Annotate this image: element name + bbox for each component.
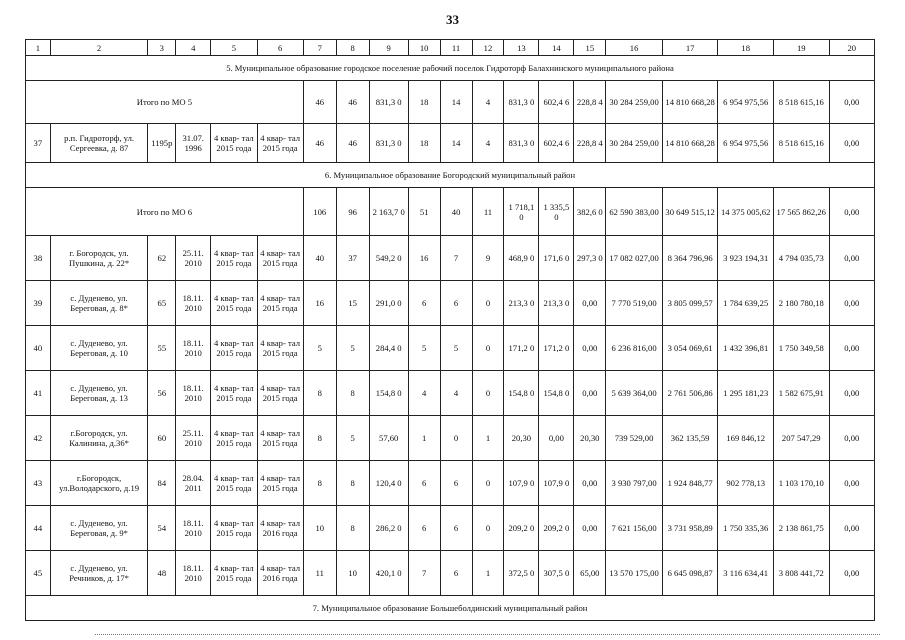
page-number: 33 (446, 12, 459, 27)
total-label: Итого по МО 5 (26, 81, 304, 124)
value-cell: 362 135,59 (662, 416, 718, 461)
total-row (26, 81, 875, 124)
value-cell: 0 (440, 416, 472, 461)
value-cell: 831,3 0 (369, 124, 408, 163)
value-cell: 6 (408, 461, 440, 506)
table-row (26, 416, 875, 461)
value-cell: 4 (408, 371, 440, 416)
table-body (26, 40, 875, 621)
row-number: 40 (26, 326, 51, 371)
value-cell: 15 (336, 281, 369, 326)
value-cell: 46 (303, 124, 336, 163)
date-cell: 31.07. 1996 (176, 124, 211, 163)
value-cell: 171,2 0 (539, 326, 574, 371)
value-cell: 549,2 0 (369, 236, 408, 281)
section-title: 6. Муниципальное образование Богородский муниципальный район (26, 163, 875, 188)
period-cell: 4 квар- тал 2015 года (211, 461, 257, 506)
row-number: 42 (26, 416, 51, 461)
period-cell: 4 квар- тал 2015 года (211, 236, 257, 281)
column-number-row (26, 40, 875, 56)
value-cell: 0,00 (539, 416, 574, 461)
total-cell: 602,4 6 (539, 81, 574, 124)
value-cell: 372,5 0 (504, 551, 539, 596)
period-cell: 4 квар- тал 2016 года (257, 506, 303, 551)
column-number-3: 3 (148, 40, 176, 56)
value-cell: 0,00 (574, 326, 606, 371)
column-number-2: 2 (50, 40, 148, 56)
value-cell: 1 103 170,10 (773, 461, 829, 506)
value-cell: 0,00 (574, 506, 606, 551)
address-cell: р.п. Гидроторф, ул. Сергеевка, д. 87 (50, 124, 148, 163)
value-cell: 0,00 (829, 551, 874, 596)
registry-cell: 84 (148, 461, 176, 506)
column-number-4: 4 (176, 40, 211, 56)
value-cell: 8 (336, 506, 369, 551)
value-cell: 154,8 0 (369, 371, 408, 416)
value-cell: 3 923 194,31 (718, 236, 774, 281)
total-cell: 11 (472, 188, 504, 236)
value-cell: 11 (303, 551, 336, 596)
table-row (26, 551, 875, 596)
column-number-6: 6 (257, 40, 303, 56)
row-number: 43 (26, 461, 51, 506)
value-cell: 420,1 0 (369, 551, 408, 596)
value-cell: 16 (303, 281, 336, 326)
value-cell: 37 (336, 236, 369, 281)
total-row (26, 188, 875, 236)
value-cell: 9 (472, 236, 504, 281)
registry-cell: 55 (148, 326, 176, 371)
value-cell: 4 (472, 124, 504, 163)
value-cell: 228,8 4 (574, 124, 606, 163)
total-cell: 106 (303, 188, 336, 236)
date-cell: 18.11. 2010 (176, 281, 211, 326)
column-number-10: 10 (408, 40, 440, 56)
value-cell: 0 (472, 506, 504, 551)
value-cell: 154,8 0 (539, 371, 574, 416)
value-cell: 14 810 668,28 (662, 124, 718, 163)
value-cell: 5 (336, 416, 369, 461)
value-cell: 6 (440, 551, 472, 596)
value-cell: 20,30 (574, 416, 606, 461)
date-cell: 28.04. 2011 (176, 461, 211, 506)
date-cell: 25.11. 2010 (176, 236, 211, 281)
column-number-18: 18 (718, 40, 774, 56)
value-cell: 468,9 0 (504, 236, 539, 281)
value-cell: 1 750 335,36 (718, 506, 774, 551)
value-cell: 16 (408, 236, 440, 281)
value-cell: 1 784 639,25 (718, 281, 774, 326)
row-number: 44 (26, 506, 51, 551)
registry-cell: 65 (148, 281, 176, 326)
value-cell: 8 (303, 461, 336, 506)
value-cell: 1 (472, 416, 504, 461)
column-number-13: 13 (504, 40, 539, 56)
address-cell: с. Дуденево, ул. Береговая, д. 10 (50, 326, 148, 371)
value-cell: 286,2 0 (369, 506, 408, 551)
value-cell: 0,00 (829, 236, 874, 281)
value-cell: 1 295 181,23 (718, 371, 774, 416)
value-cell: 1 (408, 416, 440, 461)
address-cell: г.Богородск, ул.Володарского, д.19 (50, 461, 148, 506)
value-cell: 8 (303, 371, 336, 416)
total-cell: 14 810 668,28 (662, 81, 718, 124)
value-cell: 1 750 349,58 (773, 326, 829, 371)
value-cell: 0,00 (829, 416, 874, 461)
value-cell: 1 582 675,91 (773, 371, 829, 416)
period-cell: 4 квар- тал 2015 года (211, 326, 257, 371)
value-cell: 171,6 0 (539, 236, 574, 281)
value-cell: 4 (440, 371, 472, 416)
section-row (26, 163, 875, 188)
value-cell: 8 (303, 416, 336, 461)
value-cell: 18 (408, 124, 440, 163)
value-cell: 13 570 175,00 (606, 551, 663, 596)
value-cell: 30 284 259,00 (606, 124, 663, 163)
value-cell: 297,3 0 (574, 236, 606, 281)
value-cell: 10 (336, 551, 369, 596)
value-cell: 0,00 (574, 371, 606, 416)
period-cell: 4 квар- тал 2015 года (211, 506, 257, 551)
section-title: 5. Муниципальное образование городское поселение рабочий поселок Гидроторф Балахнинского муниципального района (26, 56, 875, 81)
value-cell: 3 116 634,41 (718, 551, 774, 596)
total-cell: 1 335,5 0 (539, 188, 574, 236)
registry-cell: 60 (148, 416, 176, 461)
value-cell: 120,4 0 (369, 461, 408, 506)
address-cell: г. Богородск, ул. Пушкина, д. 22* (50, 236, 148, 281)
date-cell: 18.11. 2010 (176, 326, 211, 371)
address-cell: с. Дуденево, ул. Береговая, д. 13 (50, 371, 148, 416)
table-row (26, 506, 875, 551)
value-cell: 40 (303, 236, 336, 281)
value-cell: 0,00 (829, 124, 874, 163)
value-cell: 307,5 0 (539, 551, 574, 596)
value-cell: 291,0 0 (369, 281, 408, 326)
total-cell: 0,00 (829, 188, 874, 236)
value-cell: 107,9 0 (539, 461, 574, 506)
address-cell: с. Дуденево, ул. Речников, д. 17* (50, 551, 148, 596)
value-cell: 2 138 861,75 (773, 506, 829, 551)
column-number-14: 14 (539, 40, 574, 56)
row-number: 39 (26, 281, 51, 326)
value-cell: 602,4 6 (539, 124, 574, 163)
value-cell: 8 518 615,16 (773, 124, 829, 163)
total-cell: 46 (303, 81, 336, 124)
period-cell: 4 квар- тал 2015 года (211, 416, 257, 461)
total-cell: 831,3 0 (504, 81, 539, 124)
value-cell: 0 (472, 326, 504, 371)
table-row (26, 281, 875, 326)
total-label: Итого по МО 6 (26, 188, 304, 236)
column-number-1: 1 (26, 40, 51, 56)
column-number-8: 8 (336, 40, 369, 56)
value-cell: 6 (408, 281, 440, 326)
value-cell: 0,00 (574, 281, 606, 326)
value-cell: 3 054 069,61 (662, 326, 718, 371)
value-cell: 6 645 098,87 (662, 551, 718, 596)
value-cell: 2 761 506,86 (662, 371, 718, 416)
value-cell: 1 924 848,77 (662, 461, 718, 506)
total-cell: 62 590 383,00 (606, 188, 663, 236)
total-cell: 46 (336, 81, 369, 124)
column-number-15: 15 (574, 40, 606, 56)
total-cell: 14 375 005,62 (718, 188, 774, 236)
value-cell: 6 954 975,56 (718, 124, 774, 163)
value-cell: 3 808 441,72 (773, 551, 829, 596)
period-cell: 4 квар- тал 2015 года (257, 371, 303, 416)
value-cell: 169 846,12 (718, 416, 774, 461)
total-cell: 18 (408, 81, 440, 124)
table-row (26, 236, 875, 281)
section-title: 7. Муниципальное образование Большеболдинский муниципальный район (26, 596, 875, 621)
address-cell: с. Дуденево, ул. Береговая, д. 8* (50, 281, 148, 326)
period-cell: 4 квар- тал 2015 года (257, 461, 303, 506)
date-cell: 18.11. 2010 (176, 506, 211, 551)
column-number-11: 11 (440, 40, 472, 56)
row-number: 41 (26, 371, 51, 416)
column-number-5: 5 (211, 40, 257, 56)
period-cell: 4 квар- тал 2015 года (257, 416, 303, 461)
value-cell: 107,9 0 (504, 461, 539, 506)
value-cell: 8 (336, 371, 369, 416)
value-cell: 6 (440, 281, 472, 326)
registry-cell: 48 (148, 551, 176, 596)
value-cell: 6 236 816,00 (606, 326, 663, 371)
period-cell: 4 квар- тал 2015 года (211, 281, 257, 326)
value-cell: 0 (472, 371, 504, 416)
section-row (26, 596, 875, 621)
value-cell: 57,60 (369, 416, 408, 461)
value-cell: 3 731 958,89 (662, 506, 718, 551)
total-cell: 8 518 615,16 (773, 81, 829, 124)
row-number: 45 (26, 551, 51, 596)
scan-edge-line (95, 634, 880, 637)
date-cell: 18.11. 2010 (176, 371, 211, 416)
value-cell: 7 (408, 551, 440, 596)
row-number: 38 (26, 236, 51, 281)
value-cell: 65,00 (574, 551, 606, 596)
value-cell: 2 180 780,18 (773, 281, 829, 326)
value-cell: 10 (303, 506, 336, 551)
total-cell: 30 284 259,00 (606, 81, 663, 124)
value-cell: 7 770 519,00 (606, 281, 663, 326)
date-cell: 25.11. 2010 (176, 416, 211, 461)
section-row (26, 56, 875, 81)
period-cell: 4 квар- тал 2015 года (211, 551, 257, 596)
period-cell: 4 квар- тал 2015 года (257, 236, 303, 281)
value-cell: 3 805 099,57 (662, 281, 718, 326)
value-cell: 284,4 0 (369, 326, 408, 371)
value-cell: 902 778,13 (718, 461, 774, 506)
value-cell: 831,3 0 (504, 124, 539, 163)
total-cell: 382,6 0 (574, 188, 606, 236)
registry-cell: 56 (148, 371, 176, 416)
period-cell: 4 квар- тал 2015 года (257, 281, 303, 326)
value-cell: 0 (472, 281, 504, 326)
value-cell: 1 (472, 551, 504, 596)
value-cell: 0,00 (829, 281, 874, 326)
total-cell: 6 954 975,56 (718, 81, 774, 124)
value-cell: 5 (336, 326, 369, 371)
date-cell: 18.11. 2010 (176, 551, 211, 596)
period-cell: 4 квар- тал 2015 года (211, 371, 257, 416)
value-cell: 209,2 0 (539, 506, 574, 551)
data-table (25, 39, 875, 621)
column-number-19: 19 (773, 40, 829, 56)
value-cell: 6 (440, 461, 472, 506)
value-cell: 0 (472, 461, 504, 506)
value-cell: 5 (303, 326, 336, 371)
total-cell: 2 163,7 0 (369, 188, 408, 236)
column-number-16: 16 (606, 40, 663, 56)
value-cell: 3 930 797,00 (606, 461, 663, 506)
row-number: 37 (26, 124, 51, 163)
total-cell: 4 (472, 81, 504, 124)
value-cell: 8 364 796,96 (662, 236, 718, 281)
value-cell: 739 529,00 (606, 416, 663, 461)
value-cell: 207 547,29 (773, 416, 829, 461)
value-cell: 7 621 156,00 (606, 506, 663, 551)
value-cell: 14 (440, 124, 472, 163)
period-cell: 4 квар- тал 2016 года (257, 551, 303, 596)
value-cell: 8 (336, 461, 369, 506)
period-cell: 4 квар- тал 2015 года (257, 326, 303, 371)
value-cell: 46 (336, 124, 369, 163)
column-number-20: 20 (829, 40, 874, 56)
total-cell: 0,00 (829, 81, 874, 124)
value-cell: 5 (408, 326, 440, 371)
total-cell: 40 (440, 188, 472, 236)
column-number-17: 17 (662, 40, 718, 56)
address-cell: с. Дуденево, ул. Береговая, д. 9* (50, 506, 148, 551)
value-cell: 5 (440, 326, 472, 371)
value-cell: 1 432 396,81 (718, 326, 774, 371)
value-cell: 209,2 0 (504, 506, 539, 551)
value-cell: 6 (440, 506, 472, 551)
table-row (26, 371, 875, 416)
registry-cell: 1195р (148, 124, 176, 163)
period-cell: 4 квар- тал 2015 года (257, 124, 303, 163)
total-cell: 17 565 862,26 (773, 188, 829, 236)
column-number-7: 7 (303, 40, 336, 56)
total-cell: 30 649 515,12 (662, 188, 718, 236)
value-cell: 0,00 (829, 506, 874, 551)
value-cell: 0,00 (829, 461, 874, 506)
total-cell: 51 (408, 188, 440, 236)
table-row (26, 461, 875, 506)
registry-cell: 62 (148, 236, 176, 281)
value-cell: 213,3 0 (539, 281, 574, 326)
value-cell: 20,30 (504, 416, 539, 461)
value-cell: 0,00 (574, 461, 606, 506)
total-cell: 14 (440, 81, 472, 124)
registry-cell: 54 (148, 506, 176, 551)
value-cell: 6 (408, 506, 440, 551)
total-cell: 96 (336, 188, 369, 236)
period-cell: 4 квар- тал 2015 года (211, 124, 257, 163)
value-cell: 5 639 364,00 (606, 371, 663, 416)
column-number-12: 12 (472, 40, 504, 56)
value-cell: 7 (440, 236, 472, 281)
total-cell: 831,3 0 (369, 81, 408, 124)
value-cell: 17 082 027,00 (606, 236, 663, 281)
value-cell: 213,3 0 (504, 281, 539, 326)
column-number-9: 9 (369, 40, 408, 56)
value-cell: 0,00 (829, 371, 874, 416)
value-cell: 171,2 0 (504, 326, 539, 371)
table-row (26, 326, 875, 371)
value-cell: 154,8 0 (504, 371, 539, 416)
total-cell: 228,8 4 (574, 81, 606, 124)
value-cell: 4 794 035,73 (773, 236, 829, 281)
address-cell: г.Богородск, ул. Калинина, д.36* (50, 416, 148, 461)
table-row (26, 124, 875, 163)
value-cell: 0,00 (829, 326, 874, 371)
total-cell: 1 718,1 0 (504, 188, 539, 236)
